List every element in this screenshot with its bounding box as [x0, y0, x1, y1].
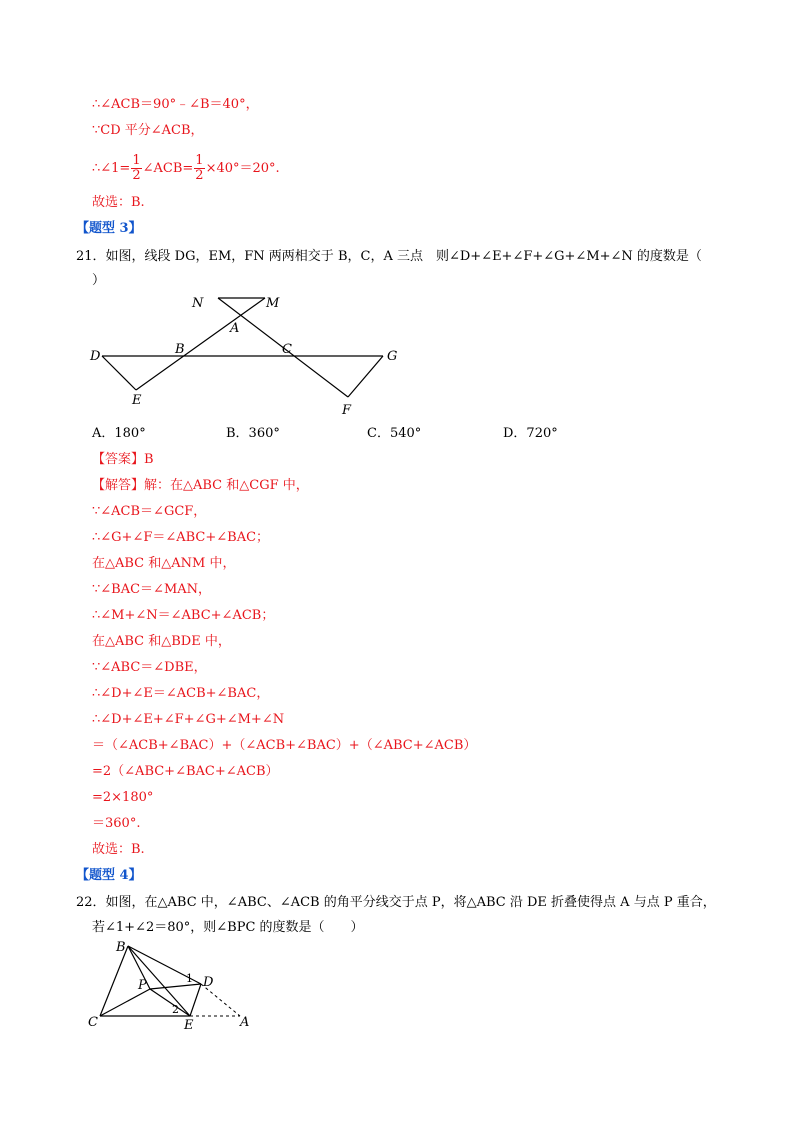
- prev-solution-line-3: [92, 154, 280, 183]
- label-M: M: [266, 296, 280, 311]
- line3-mid: ∠ACB=: [142, 161, 194, 176]
- q22-figure: [80, 938, 270, 1034]
- q21-solution-line: ∵∠BAC＝∠MAN，: [92, 582, 212, 597]
- segment-PC: [100, 989, 150, 1016]
- line3-suffix: ×40°＝20°.: [205, 161, 280, 176]
- section-tag-3: 【题型 3】: [76, 221, 142, 236]
- fraction-denominator: 2: [132, 168, 141, 183]
- prev-solution-line-2: ∵CD 平分∠ACB，: [92, 123, 204, 138]
- segment-GF: [348, 356, 383, 397]
- label-E: E: [184, 1018, 194, 1033]
- q21-solution-line: 【解答】解：在△ABC 和△CGF 中，: [92, 478, 309, 493]
- line3-prefix: ∴∠1=: [92, 161, 131, 176]
- q21-solution-line: ∴∠D+∠E＝∠ACB+∠BAC，: [92, 686, 270, 701]
- label-C: C: [88, 1015, 98, 1030]
- q21-solution-line: 在△ABC 和△ANM 中，: [92, 556, 236, 571]
- label-B: B: [116, 940, 126, 955]
- q22-text-line-1: 22．如图，在△ABC 中，∠ABC、∠ACB 的角平分线交于点 P，将△ABC 沿 DE 折叠使得点 A 与点 P 重合，: [76, 895, 716, 910]
- label-E: E: [132, 393, 142, 408]
- q21-solution-line: ＝360°.: [92, 816, 141, 831]
- q21-solution-line: ∵∠ABC＝∠DBE，: [92, 660, 207, 675]
- q21-option-a[interactable]: A．180°: [92, 426, 146, 441]
- label-G: G: [387, 349, 398, 364]
- prev-solution-line-4: 故选：B.: [92, 195, 145, 210]
- label-A: A: [230, 321, 240, 336]
- fraction-half-1: [131, 154, 141, 183]
- label-D: D: [203, 975, 214, 990]
- label-B: B: [175, 342, 185, 357]
- label-N: N: [192, 296, 204, 311]
- q21-solution-line: ∴∠M+∠N＝∠ABC+∠ACB；: [92, 608, 275, 623]
- q21-solution-line: ∴∠G+∠F＝∠ABC+∠BAC；: [92, 530, 270, 545]
- segment-DE: [190, 984, 201, 1016]
- fraction-half-2: [194, 154, 204, 183]
- q21-solution-line: ∵∠ACB＝∠GCF，: [92, 504, 207, 519]
- segment-BC: [100, 946, 128, 1016]
- label-1: 1: [186, 972, 193, 985]
- prev-solution-line-1: ∴∠ACB＝90°﹣∠B＝40°，: [92, 97, 259, 112]
- q21-option-c[interactable]: C．540°: [367, 426, 422, 441]
- q21-solution-line: 在△ABC 和△BDE 中，: [92, 634, 231, 649]
- q21-text: 21．如图，线段 DG，EM，FN 两两相交于 B，C，A 三点 则∠D+∠E+∠F+∠G+∠M+∠N 的度数是（: [76, 249, 702, 264]
- fraction-numerator: 1: [195, 153, 204, 168]
- segment-ME: [136, 298, 265, 390]
- q21-option-b[interactable]: B．360°: [226, 426, 280, 441]
- q21-text-close: ）: [92, 273, 106, 288]
- segment-PD: [150, 984, 201, 989]
- label-C: C: [282, 342, 292, 357]
- fraction-denominator: 2: [195, 168, 204, 183]
- q21-figure: [80, 290, 420, 420]
- label-F: F: [342, 403, 352, 418]
- segment-DE: [102, 356, 136, 390]
- q21-solution-line: ＝（∠ACB+∠BAC）+（∠ACB+∠BAC）+（∠ABC+∠ACB）: [92, 738, 477, 753]
- q21-solution-line: ∴∠D+∠E+∠F+∠G+∠M+∠N: [92, 712, 285, 727]
- q21-solution-line: =2×180°: [92, 790, 154, 805]
- section-tag-4: 【题型 4】: [76, 868, 142, 883]
- label-2: 2: [172, 1003, 179, 1016]
- fraction-numerator: 1: [132, 153, 141, 168]
- q21-option-d[interactable]: D．720°: [503, 426, 558, 441]
- q21-solution-line: 故选：B.: [92, 842, 145, 857]
- label-D: D: [90, 349, 101, 364]
- label-A: A: [240, 1015, 250, 1030]
- q21-answer: 【答案】B: [92, 452, 154, 467]
- q21-solution-line: =2（∠ABC+∠BAC+∠ACB）: [92, 764, 279, 779]
- q22-text-line-2: 若∠1+∠2＝80°，则∠BPC 的度数是（ ）: [92, 920, 364, 935]
- label-P: P: [138, 978, 147, 993]
